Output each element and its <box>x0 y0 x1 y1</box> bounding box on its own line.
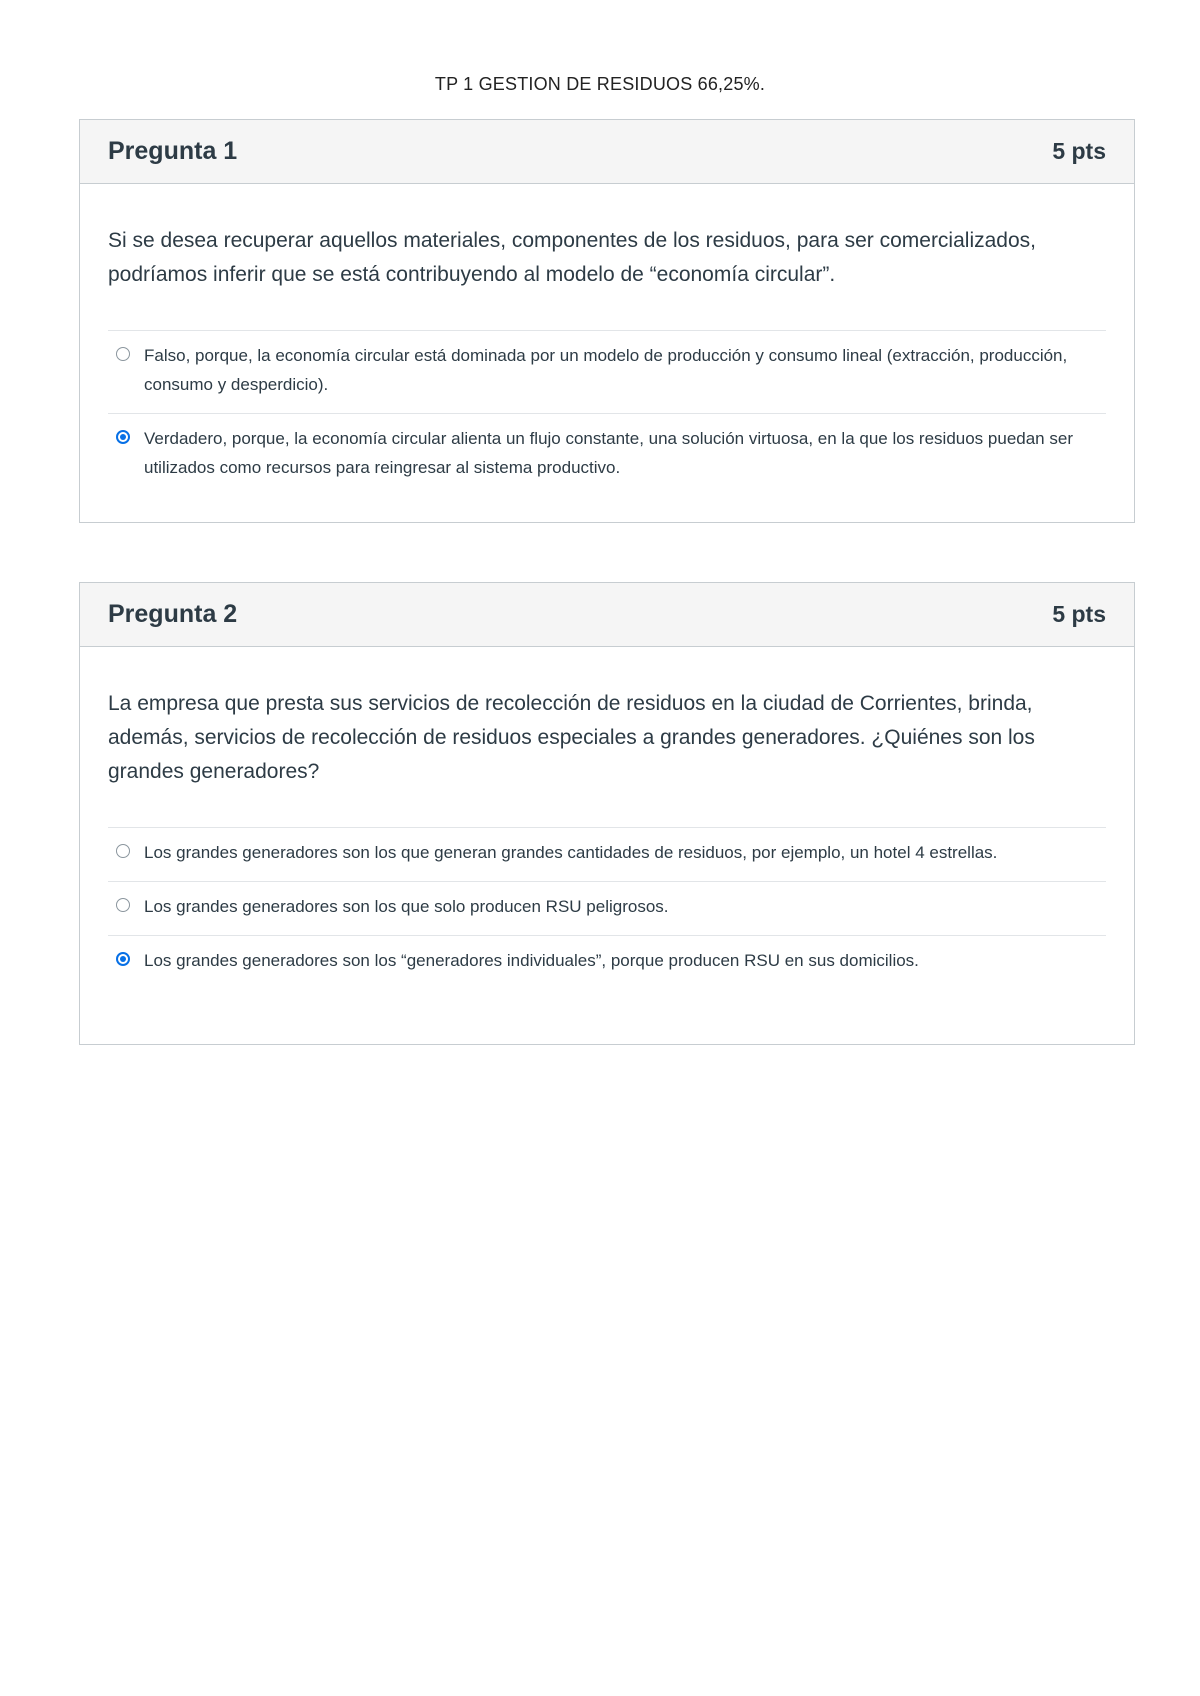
question-header <box>80 120 1134 184</box>
question-text: La empresa que presta sus servicios de recolección de residuos en la ciudad de Corrientes, brinda, además, servicios de recolección de residuos especiales a grandes generadores. ¿Quiénes son los grandes generadores? <box>108 692 1035 783</box>
question-header <box>80 583 1134 647</box>
question-title: Pregunta 2 <box>108 600 238 628</box>
question-body <box>80 647 1134 989</box>
radio-button[interactable] <box>116 844 130 858</box>
radio-button-selected[interactable] <box>116 952 130 966</box>
answer-text: Los grandes generadores son los que generan grandes cantidades de residuos, por ejemplo, un hotel 4 estrellas. <box>144 843 998 862</box>
answer-option[interactable] <box>108 882 1106 936</box>
answer-list <box>108 827 1106 989</box>
document-title: TP 1 GESTION DE RESIDUOS 66,25%. <box>434 74 766 94</box>
answer-option[interactable] <box>108 331 1106 414</box>
question-body <box>80 184 1134 496</box>
question-points: 5 pts <box>1052 601 1106 627</box>
answer-text: Los grandes generadores son los “generadores individuales”, porque producen RSU en sus domicilios. <box>144 951 919 970</box>
radio-button[interactable] <box>116 347 130 361</box>
radio-button[interactable] <box>116 898 130 912</box>
answer-option[interactable] <box>108 936 1106 989</box>
question-card-1 <box>79 119 1135 523</box>
answer-text: Verdadero, porque, la economía circular alienta un flujo constante, una solución virtuosa, en la que los residuos puedan ser utilizados como recursos para reingresar al sistema productivo. <box>144 429 1073 477</box>
question-card-2 <box>79 582 1135 1045</box>
answer-text: Los grandes generadores son los que solo producen RSU peligrosos. <box>144 897 669 916</box>
question-text: Si se desea recuperar aquellos materiales, componentes de los residuos, para ser comercializados, podríamos inferir que se está contribuyendo al modelo de “economía circular”. <box>108 229 1036 286</box>
question-title: Pregunta 1 <box>108 137 238 165</box>
answer-option[interactable] <box>108 414 1106 496</box>
answer-list <box>108 330 1106 496</box>
answer-text: Falso, porque, la economía circular está dominada por un modelo de producción y consumo lineal (extracción, producción, consumo y desperdicio). <box>144 346 1068 394</box>
answer-option[interactable] <box>108 828 1106 882</box>
question-points: 5 pts <box>1052 138 1106 164</box>
radio-button-selected[interactable] <box>116 430 130 444</box>
